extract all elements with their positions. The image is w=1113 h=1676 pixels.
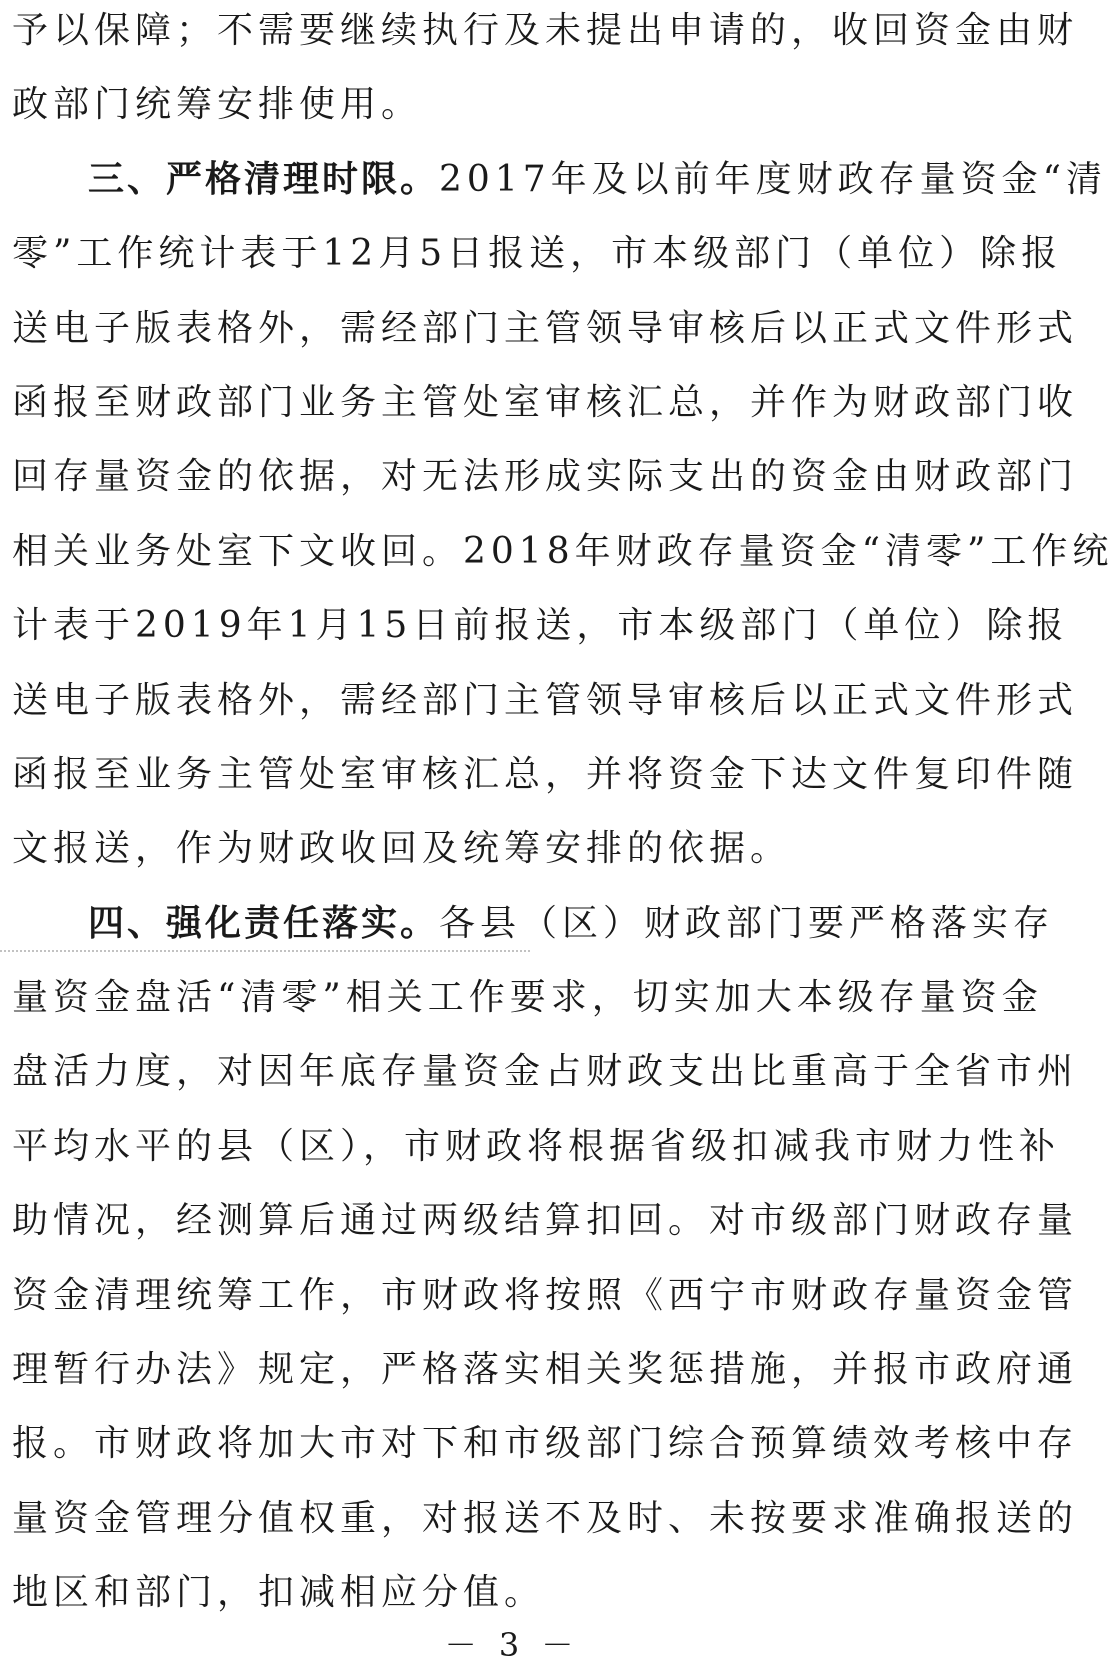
body-line: 送电子版表格外，需经部门主管领导审核后以正式文件形式 xyxy=(12,307,1079,349)
document-page xyxy=(12,0,1113,1631)
body-line: 量资金盘活“清零”相关工作要求，切实加大本级存量资金 xyxy=(12,977,1043,1019)
body-line: 理暂行办法》规定，严格落实相关奖惩措施，并报市政府通 xyxy=(12,1349,1079,1391)
section-3-line xyxy=(12,143,1108,217)
page-number: － 3 － xyxy=(444,1626,580,1664)
body-line: 送电子版表格外，需经部门主管领导审核后以正式文件形式 xyxy=(12,679,1079,721)
body-line: 零”工作统计表于12月5日报送，市本级部门（单位）除报 xyxy=(12,233,1063,275)
body-line: 政部门统筹安排使用。 xyxy=(12,84,423,126)
body-line: 计表于2019年1月15日前报送，市本级部门（单位）除报 xyxy=(12,605,1069,647)
body-line: 回存量资金的依据，对无法形成实际支出的资金由财政部门 xyxy=(12,456,1079,498)
body-line: 相关业务处室下文收回。2018年财政存量资金“清零”工作统 xyxy=(12,530,1113,572)
body-line: 盘活力度，对因年底存量资金占财政支出比重高于全省市州 xyxy=(12,1051,1079,1093)
body-line: 量资金管理分值权重，对报送不及时、未按要求准确报送的 xyxy=(12,1497,1079,1539)
body-line: 资金清理统筹工作，市财政将按照《西宁市财政存量资金管 xyxy=(12,1274,1079,1316)
section-3-heading: 三、严格清理时限。 xyxy=(88,158,440,200)
body-line: 助情况，经测算后通过两级结算扣回。对市级部门财政存量 xyxy=(12,1200,1079,1242)
section-4-heading: 四、强化责任落实。 xyxy=(88,902,440,944)
body-line: 文报送，作为财政收回及统筹安排的依据。 xyxy=(12,828,792,870)
body-line: 函报至业务主管处室审核汇总，并将资金下达文件复印件随 xyxy=(12,753,1079,795)
body-line: 地区和部门，扣减相应分值。 xyxy=(12,1572,546,1614)
body-line: 报。市财政将加大市对下和市级部门综合预算绩效考核中存 xyxy=(12,1423,1079,1465)
body-text: 2017年及以前年度财政存量资金“清 xyxy=(439,158,1108,200)
body-line: 平均水平的县（区），市财政将根据省级扣减我市财力性补 xyxy=(12,1125,1061,1167)
scan-artifact-line xyxy=(0,950,530,952)
body-line: 函报至财政部门业务主管处室审核汇总，并作为财政部门收 xyxy=(12,381,1079,423)
body-line: 予以保障；不需要继续执行及未提出申请的，收回资金由财 xyxy=(12,10,1079,51)
body-text: 各县（区）财政部门要严格落实存 xyxy=(439,902,1055,944)
